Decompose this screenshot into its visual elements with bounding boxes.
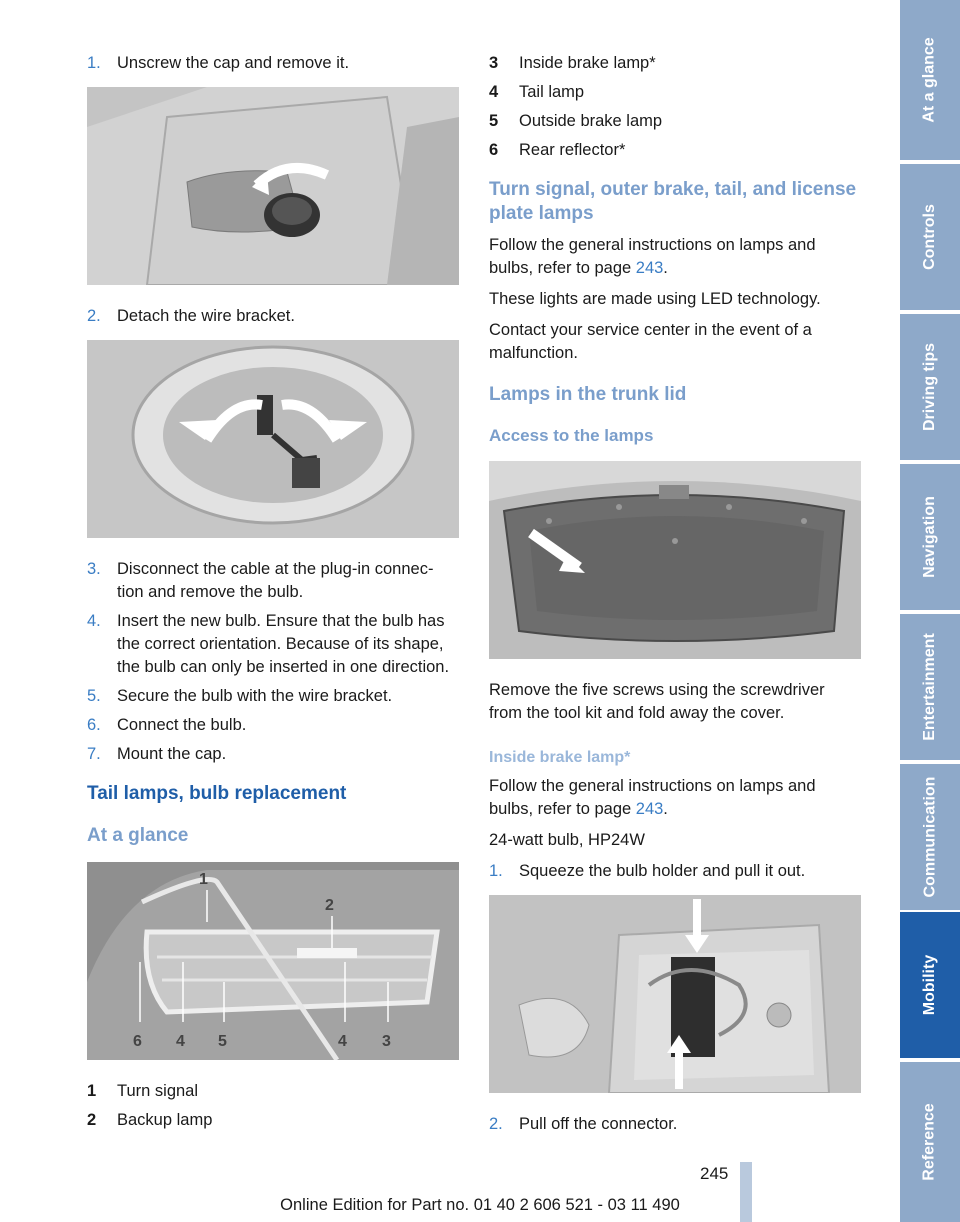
bulb-holder-illustration (489, 895, 861, 1093)
figure-label: 1 (199, 871, 208, 888)
step-item (87, 305, 459, 328)
step-text: Insert the new bulb. Ensure that the bulb has the correct orientation. Because of its shape, the bulb can only be inserted in one direction. (117, 612, 450, 676)
step-item (489, 1113, 861, 1136)
figure-label: 6 (133, 1033, 142, 1050)
step-item (87, 610, 459, 679)
legend-text: Outside brake lamp (519, 112, 663, 130)
wire-bracket-illustration (87, 340, 459, 538)
paragraph: Remove the five screws using the screwdriver from the tool kit and fold away the cover. (489, 681, 825, 722)
step-item (87, 558, 459, 604)
tab-at-a-glance[interactable] (900, 0, 960, 160)
figure-label: 3 (382, 1033, 391, 1050)
tab-mobility[interactable] (900, 912, 960, 1058)
heading-inside-brake-lamp: Inside brake lamp* (489, 749, 631, 766)
step-number: 3. (87, 560, 101, 578)
legend-text: Turn signal (117, 1082, 199, 1100)
step-number: 5. (87, 687, 101, 705)
legend-number: 5 (489, 112, 499, 130)
step-item (87, 743, 459, 766)
paragraph (489, 234, 861, 280)
step-number: 4. (87, 612, 101, 630)
figure-bulb-holder (489, 895, 861, 1093)
step-number: 6. (87, 716, 101, 734)
step-item (87, 685, 459, 708)
step-number: 2. (87, 307, 101, 325)
figure-label: 4 (176, 1033, 185, 1050)
tab-label: Navigation (921, 496, 939, 578)
section-sidebar (900, 0, 960, 1222)
legend-number: 2 (87, 1111, 97, 1129)
paragraph-text: . (663, 259, 668, 277)
cap-removal-illustration (87, 87, 459, 285)
figure-wire-bracket (87, 340, 459, 538)
step-number: 1. (489, 862, 503, 880)
figure-tail-lamp-overview (87, 862, 459, 1060)
legend-text: Backup lamp (117, 1111, 213, 1129)
tab-label: Driving tips (921, 342, 939, 432)
legend-text: Rear reflector* (519, 141, 626, 159)
heading-at-a-glance: At a glance (87, 825, 189, 846)
heading-access: Access to the lamps (489, 426, 654, 445)
step-item (87, 714, 459, 737)
step-text: Pull off the connector. (519, 1115, 678, 1133)
tab-label: At a glance (921, 37, 939, 123)
tab-label: Communication (921, 776, 939, 898)
tab-label: Controls (921, 204, 938, 270)
step-number: 1. (87, 54, 101, 72)
step-text: Secure the bulb with the wire bracket. (117, 687, 393, 705)
step-text: Disconnect the cable at the plug-in connec‐ tion and remove the bulb. (117, 560, 434, 601)
paragraph: 24-watt bulb, HP24W (489, 831, 645, 849)
figure-cap-removal (87, 87, 459, 285)
legend-number: 1 (87, 1082, 97, 1100)
page-number: 245 (700, 1164, 729, 1183)
legend-number: 4 (489, 83, 499, 101)
paragraph: These lights are made using LED technology. (489, 290, 821, 308)
page-link[interactable]: 243 (635, 800, 664, 818)
paragraph: Contact your service center in the event of a malfunction. (489, 321, 812, 362)
step-text: Connect the bulb. (117, 716, 247, 734)
paragraph-text: Follow the general instructions on lamps and bulbs, refer to page (489, 236, 816, 277)
step-number: 7. (87, 745, 101, 763)
tab-controls[interactable] (900, 164, 960, 310)
legend-item (489, 139, 861, 162)
tab-label: Entertainment (921, 633, 939, 741)
figure-trunk-lid (489, 461, 861, 659)
legend-item (489, 52, 861, 75)
legend-item (489, 110, 861, 133)
legend-item (87, 1080, 459, 1103)
tab-label: Mobility (921, 954, 938, 1016)
figure-label: 2 (325, 897, 334, 914)
heading-tail-lamps: Tail lamps, bulb replacement (87, 783, 347, 804)
figure-label: 4 (338, 1033, 347, 1050)
page-link[interactable]: 243 (635, 259, 664, 277)
tab-entertainment[interactable] (900, 614, 960, 760)
figure-label: 5 (218, 1033, 227, 1050)
step-number: 2. (489, 1115, 503, 1133)
tab-communication[interactable] (900, 764, 960, 910)
paragraph-text: . (663, 800, 668, 818)
tab-navigation[interactable] (900, 464, 960, 610)
heading-trunk-lid: Lamps in the trunk lid (489, 384, 687, 405)
footer-edition: Online Edition for Part no. 01 40 2 606 521 - 03 11 490 (280, 1196, 680, 1214)
left-column (87, 52, 459, 1138)
step-text: Mount the cap. (117, 745, 227, 763)
legend-item (87, 1109, 459, 1132)
tab-label: Reference (921, 1103, 938, 1181)
trunk-lid-illustration (489, 461, 861, 659)
tab-driving-tips[interactable] (900, 314, 960, 460)
legend-text: Inside brake lamp* (519, 54, 656, 72)
heading-turn-signal: Turn signal, outer brake, tail, and license plate lamps (489, 179, 857, 224)
legend-text: Tail lamp (519, 83, 585, 101)
step-text: Detach the wire bracket. (117, 307, 295, 325)
paragraph-text: Follow the general instructions on lamps and bulbs, refer to page (489, 777, 816, 818)
paragraph (489, 775, 861, 821)
step-text: Squeeze the bulb holder and pull it out. (519, 862, 806, 880)
step-item (87, 52, 459, 75)
legend-number: 3 (489, 54, 499, 72)
right-column (489, 52, 861, 1142)
legend-number: 6 (489, 141, 499, 159)
step-item (489, 860, 861, 883)
step-text: Unscrew the cap and remove it. (117, 54, 350, 72)
tail-lamp-illustration (87, 862, 459, 1060)
legend-item (489, 81, 861, 104)
